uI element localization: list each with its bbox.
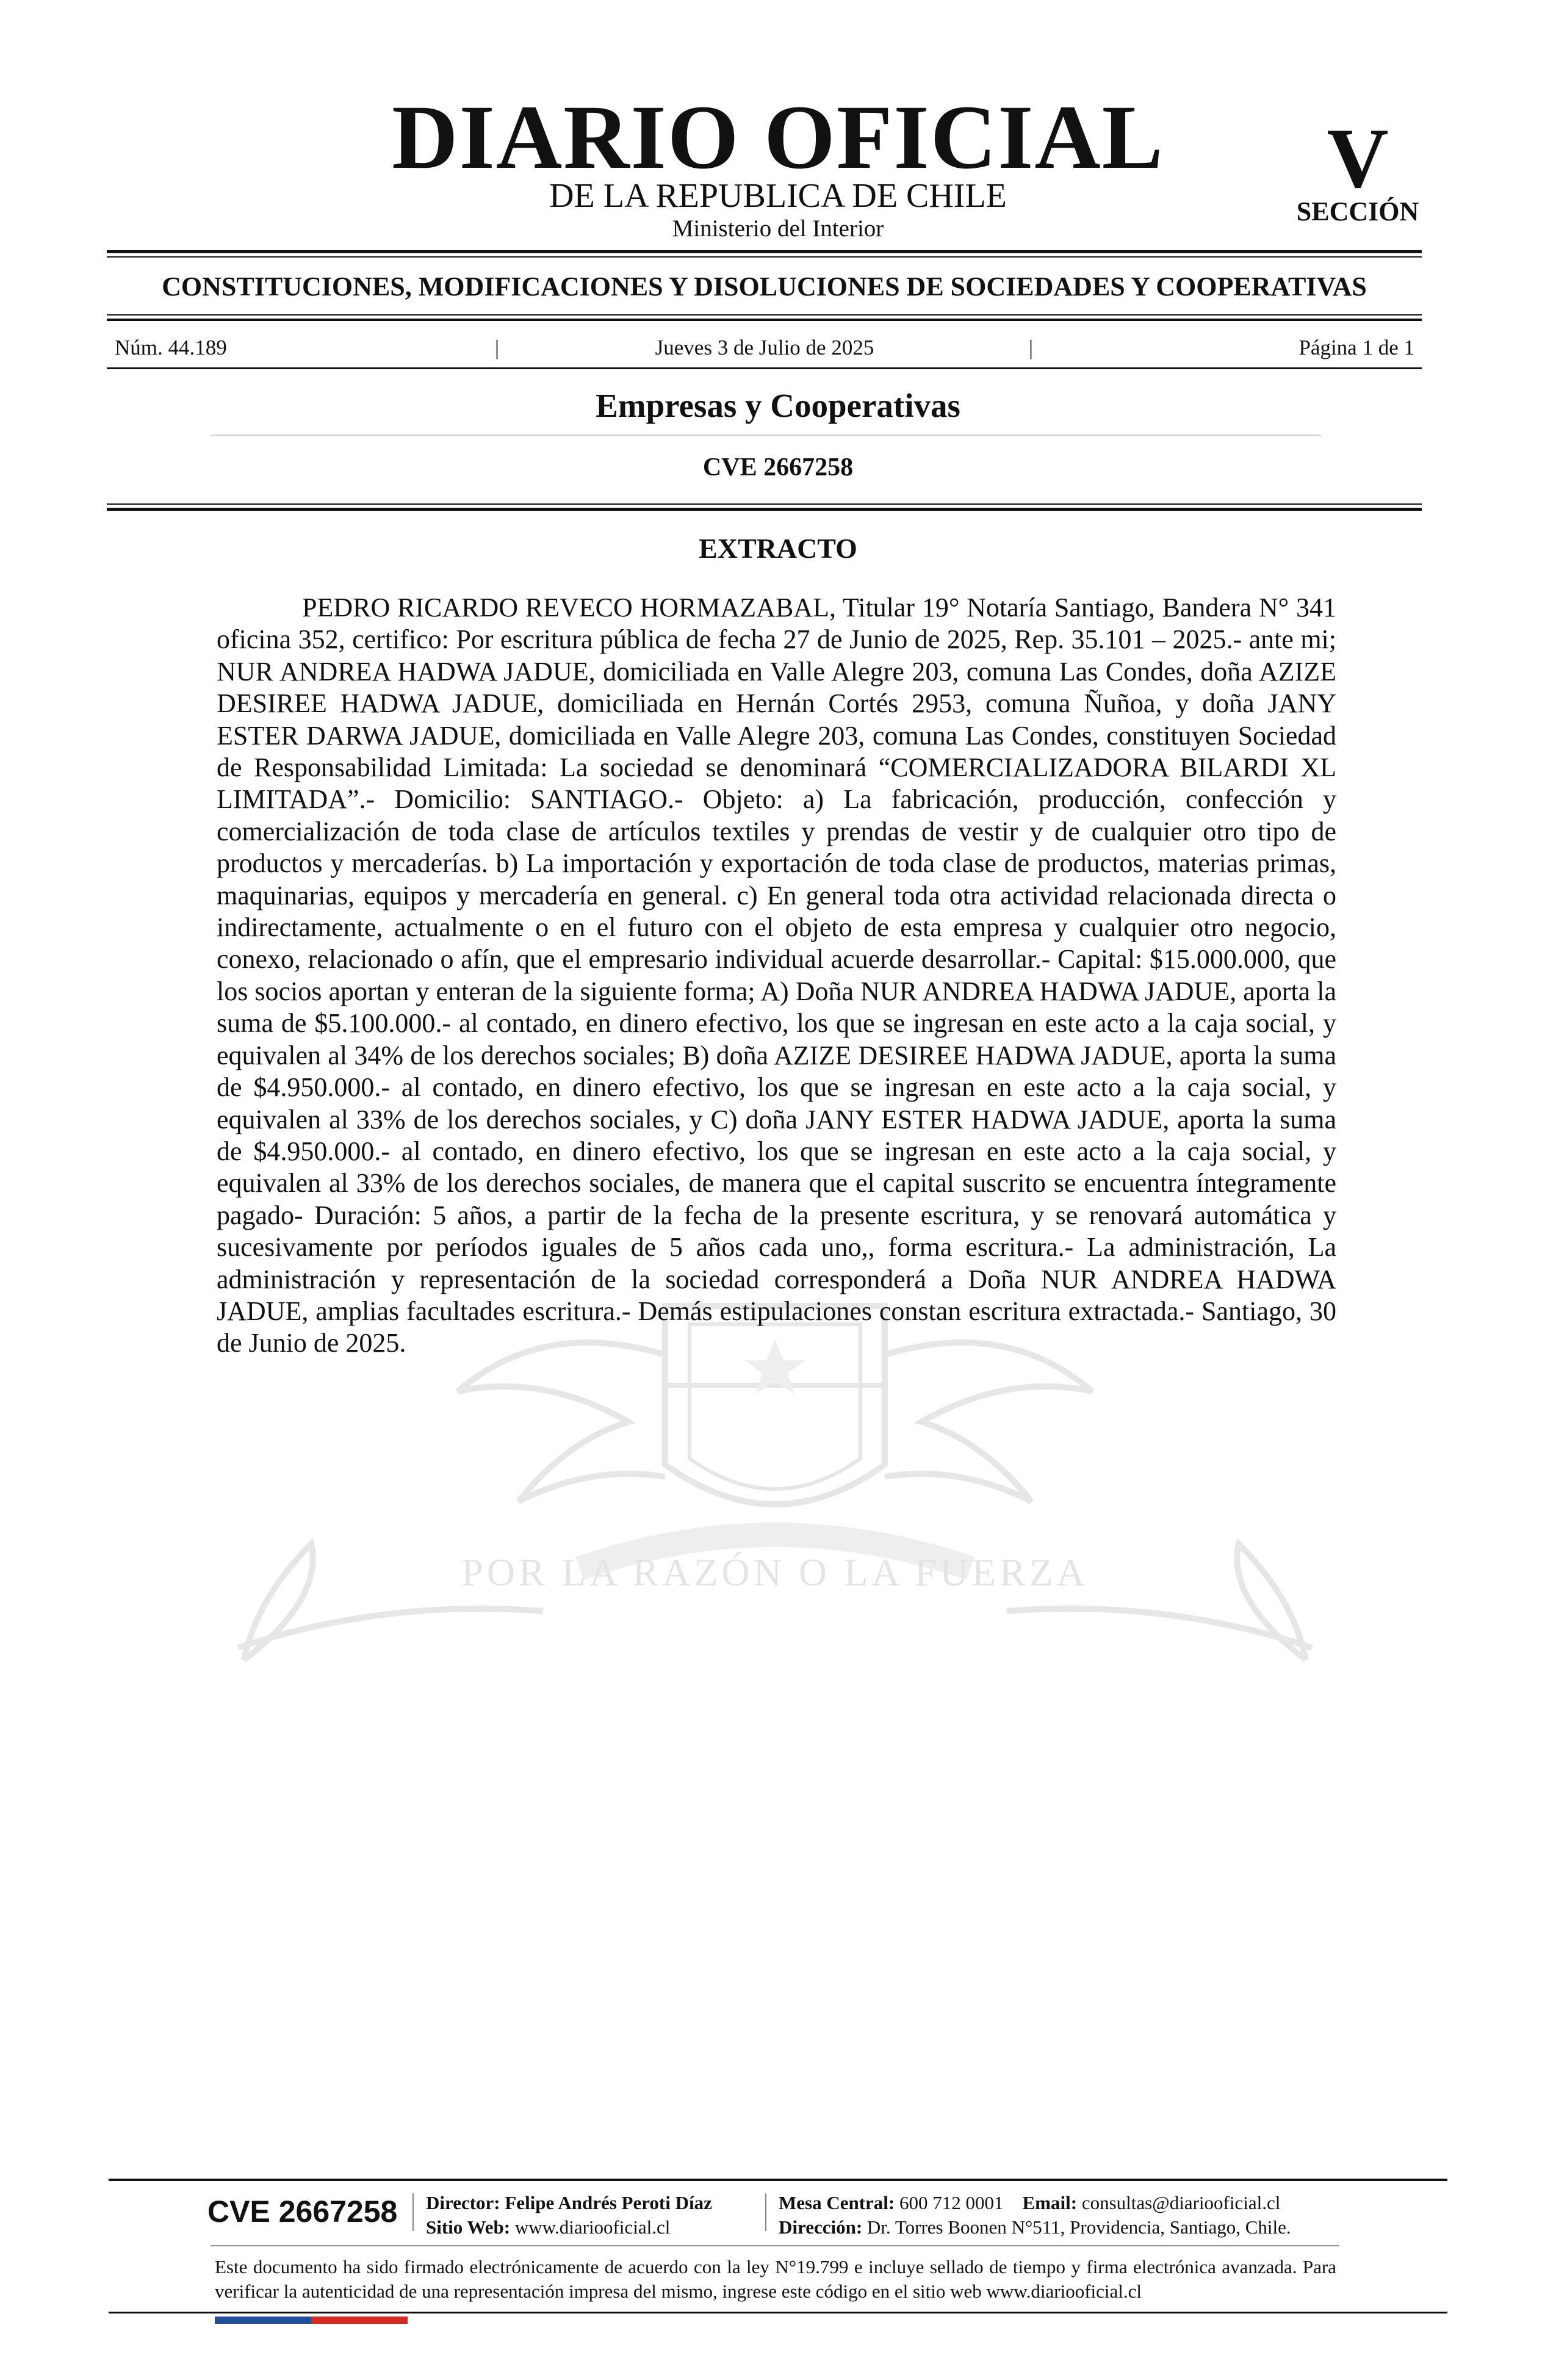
footer-phone-email [779, 2191, 1291, 2215]
info-separator: | [495, 336, 500, 359]
section-label: SECCIÓN [1296, 197, 1419, 226]
watermark-motto: POR LA RAZÓN O LA FUERZA [461, 1551, 1089, 1594]
website-label: Sitio Web: [426, 2216, 511, 2238]
email-link[interactable]: consultas@diariooficial.cl [1081, 2192, 1281, 2213]
header-rule-1 [107, 503, 1422, 505]
masthead-subtitle: DE LA REPUBLICA DE CHILE [549, 177, 1007, 215]
cve-code: CVE 2667258 [702, 453, 854, 481]
masthead-ministry: Ministerio del Interior [672, 215, 884, 242]
flag-stripe-red [311, 2317, 408, 2324]
footer-divider [412, 2193, 414, 2231]
footer-legal-note: Este documento ha sido firmado electrónicamente de acuerdo con la ley N°19.799 e incluye sellado de tiempo y firma electrónica avanzada. Para verificar la autenticidad de una representación impresa del mismo, ingrese este código en el sitio web www.diariooficial.cl [215, 2256, 1336, 2302]
issue-number: Núm. 44.189 [115, 336, 227, 359]
mesa-value: 600 712 0001 [899, 2192, 1004, 2213]
banner-rule-1 [107, 314, 1422, 316]
flag-stripe-blue [215, 2317, 311, 2324]
address-label: Dirección: [779, 2216, 863, 2238]
category-title: Empresas y Cooperativas [596, 387, 960, 424]
footer-divider [765, 2193, 766, 2231]
footer-contact-block [779, 2191, 1291, 2240]
header-rule-2 [107, 508, 1422, 511]
masthead-title: DIARIO OFICIAL [392, 87, 1164, 188]
director-label: Director: [426, 2192, 500, 2213]
address-value: Dr. Torres Boonen N°511, Providencia, Santiago, Chile. [866, 2216, 1291, 2238]
issue-info-row [115, 333, 1414, 363]
banner-rule-2 [107, 319, 1422, 321]
info-separator: | [1029, 336, 1034, 359]
issue-date: Jueves 3 de Julio de 2025 [655, 336, 874, 359]
section-banner: CONSTITUCIONES, MODIFICACIONES Y DISOLUCIONES DE SOCIEDADES Y COOPERATIVAS [162, 272, 1367, 301]
footer-top-rule [109, 2179, 1447, 2181]
category-rule [211, 435, 1321, 436]
email-label: Email: [1022, 2192, 1078, 2213]
footer-thin-rule [211, 2245, 1339, 2246]
page-count: Página 1 de 1 [1298, 336, 1414, 359]
masthead-rule-1 [107, 250, 1422, 253]
document-body: PEDRO RICARDO REVECO HORMAZABAL, Titular 19° Notaría Santiago, Bandera N° 341 oficina 352, certifico: Por escritura pública de fecha 27 de Junio de 2025, Rep. 35.101 – 2025.- ante mi; NUR ANDREA HADWA JADUE, domiciliada en Valle Alegre 203, comuna Las Condes, doña AZIZE DESIREE HADWA JADUE, domiciliada en Hernán Cortés 2953, comuna Ñuñoa, y doña JANY ESTER DARWA JADUE, domiciliada en Valle Alegre 203, comuna Las Condes, constituyen Sociedad de Responsabilidad Limitada: La sociedad se denominará “COMERCIALIZADORA BILARDI XL LIMITADA”.- Domicilio: SANTIAGO.- Objeto: a) La fabricación, producción, confección y comercialización de toda clase de artículos textiles y prendas de vestir y de cualquier otro tipo de productos y mercaderías. b) La importación y exportación de toda clase de productos, materias primas, maquinarias, equipos y mercadería en general. c) En general toda otra actividad relacionada directa o indirectamente, actualmente o en el futuro con el objeto de esta empresa y cualquier otro negocio, conexo, relacionado o afín, que el empresario individual acuerde desarrollar.- Capital: $15.000.000, que los socios aportan y enteran de la siguiente forma; A) Doña NUR ANDREA HADWA JADUE, aporta la suma de $5.100.000.- al contado, en dinero efectivo, los que se ingresan en este acto a la caja social, y equivalen al 34% de los derechos sociales; B) doña AZIZE DESIREE HADWA JADUE, aporta la suma de $4.950.000.- al contado, en dinero efectivo, los que se ingresan en este acto a la caja social, y equivalen al 33% de los derechos sociales, y C) doña JANY ESTER HADWA JADUE, aporta la suma de $4.950.000.- al contado, en dinero efectivo, los que se ingresan en este acto a la caja social, y equivalen al 33% de los derechos sociales, de manera que el capital suscrito se encuentra íntegramente pagado- Duración: 5 años, a partir de la fecha de la presente escritura, y se renovará automática y sucesivamente por períodos iguales de 5 años cada uno,, forma escritura.- La administración, La administración y representación de la sociedad corresponderá a Doña NUR ANDREA HADWA JADUE, amplias facultades escritura.- Demás estipulaciones constan escritura extractada.- Santiago, 30 de Junio de 2025. [217, 593, 1336, 1358]
footer-bottom-rule [109, 2312, 1447, 2313]
document-heading: EXTRACTO [699, 533, 857, 564]
website-link[interactable]: www.diariooficial.cl [514, 2216, 671, 2238]
director-value: Felipe Andrés Peroti Díaz [505, 2192, 712, 2213]
footer-director-block [426, 2191, 712, 2240]
masthead-rule-2 [107, 256, 1422, 258]
info-rule [107, 367, 1422, 369]
section-letter: V [1327, 111, 1389, 206]
footer-address [779, 2215, 1291, 2240]
footer-cve-code: CVE 2667258 [207, 2194, 398, 2229]
mesa-label: Mesa Central: [779, 2192, 895, 2213]
footer-director [426, 2191, 712, 2215]
footer-website [426, 2215, 712, 2240]
